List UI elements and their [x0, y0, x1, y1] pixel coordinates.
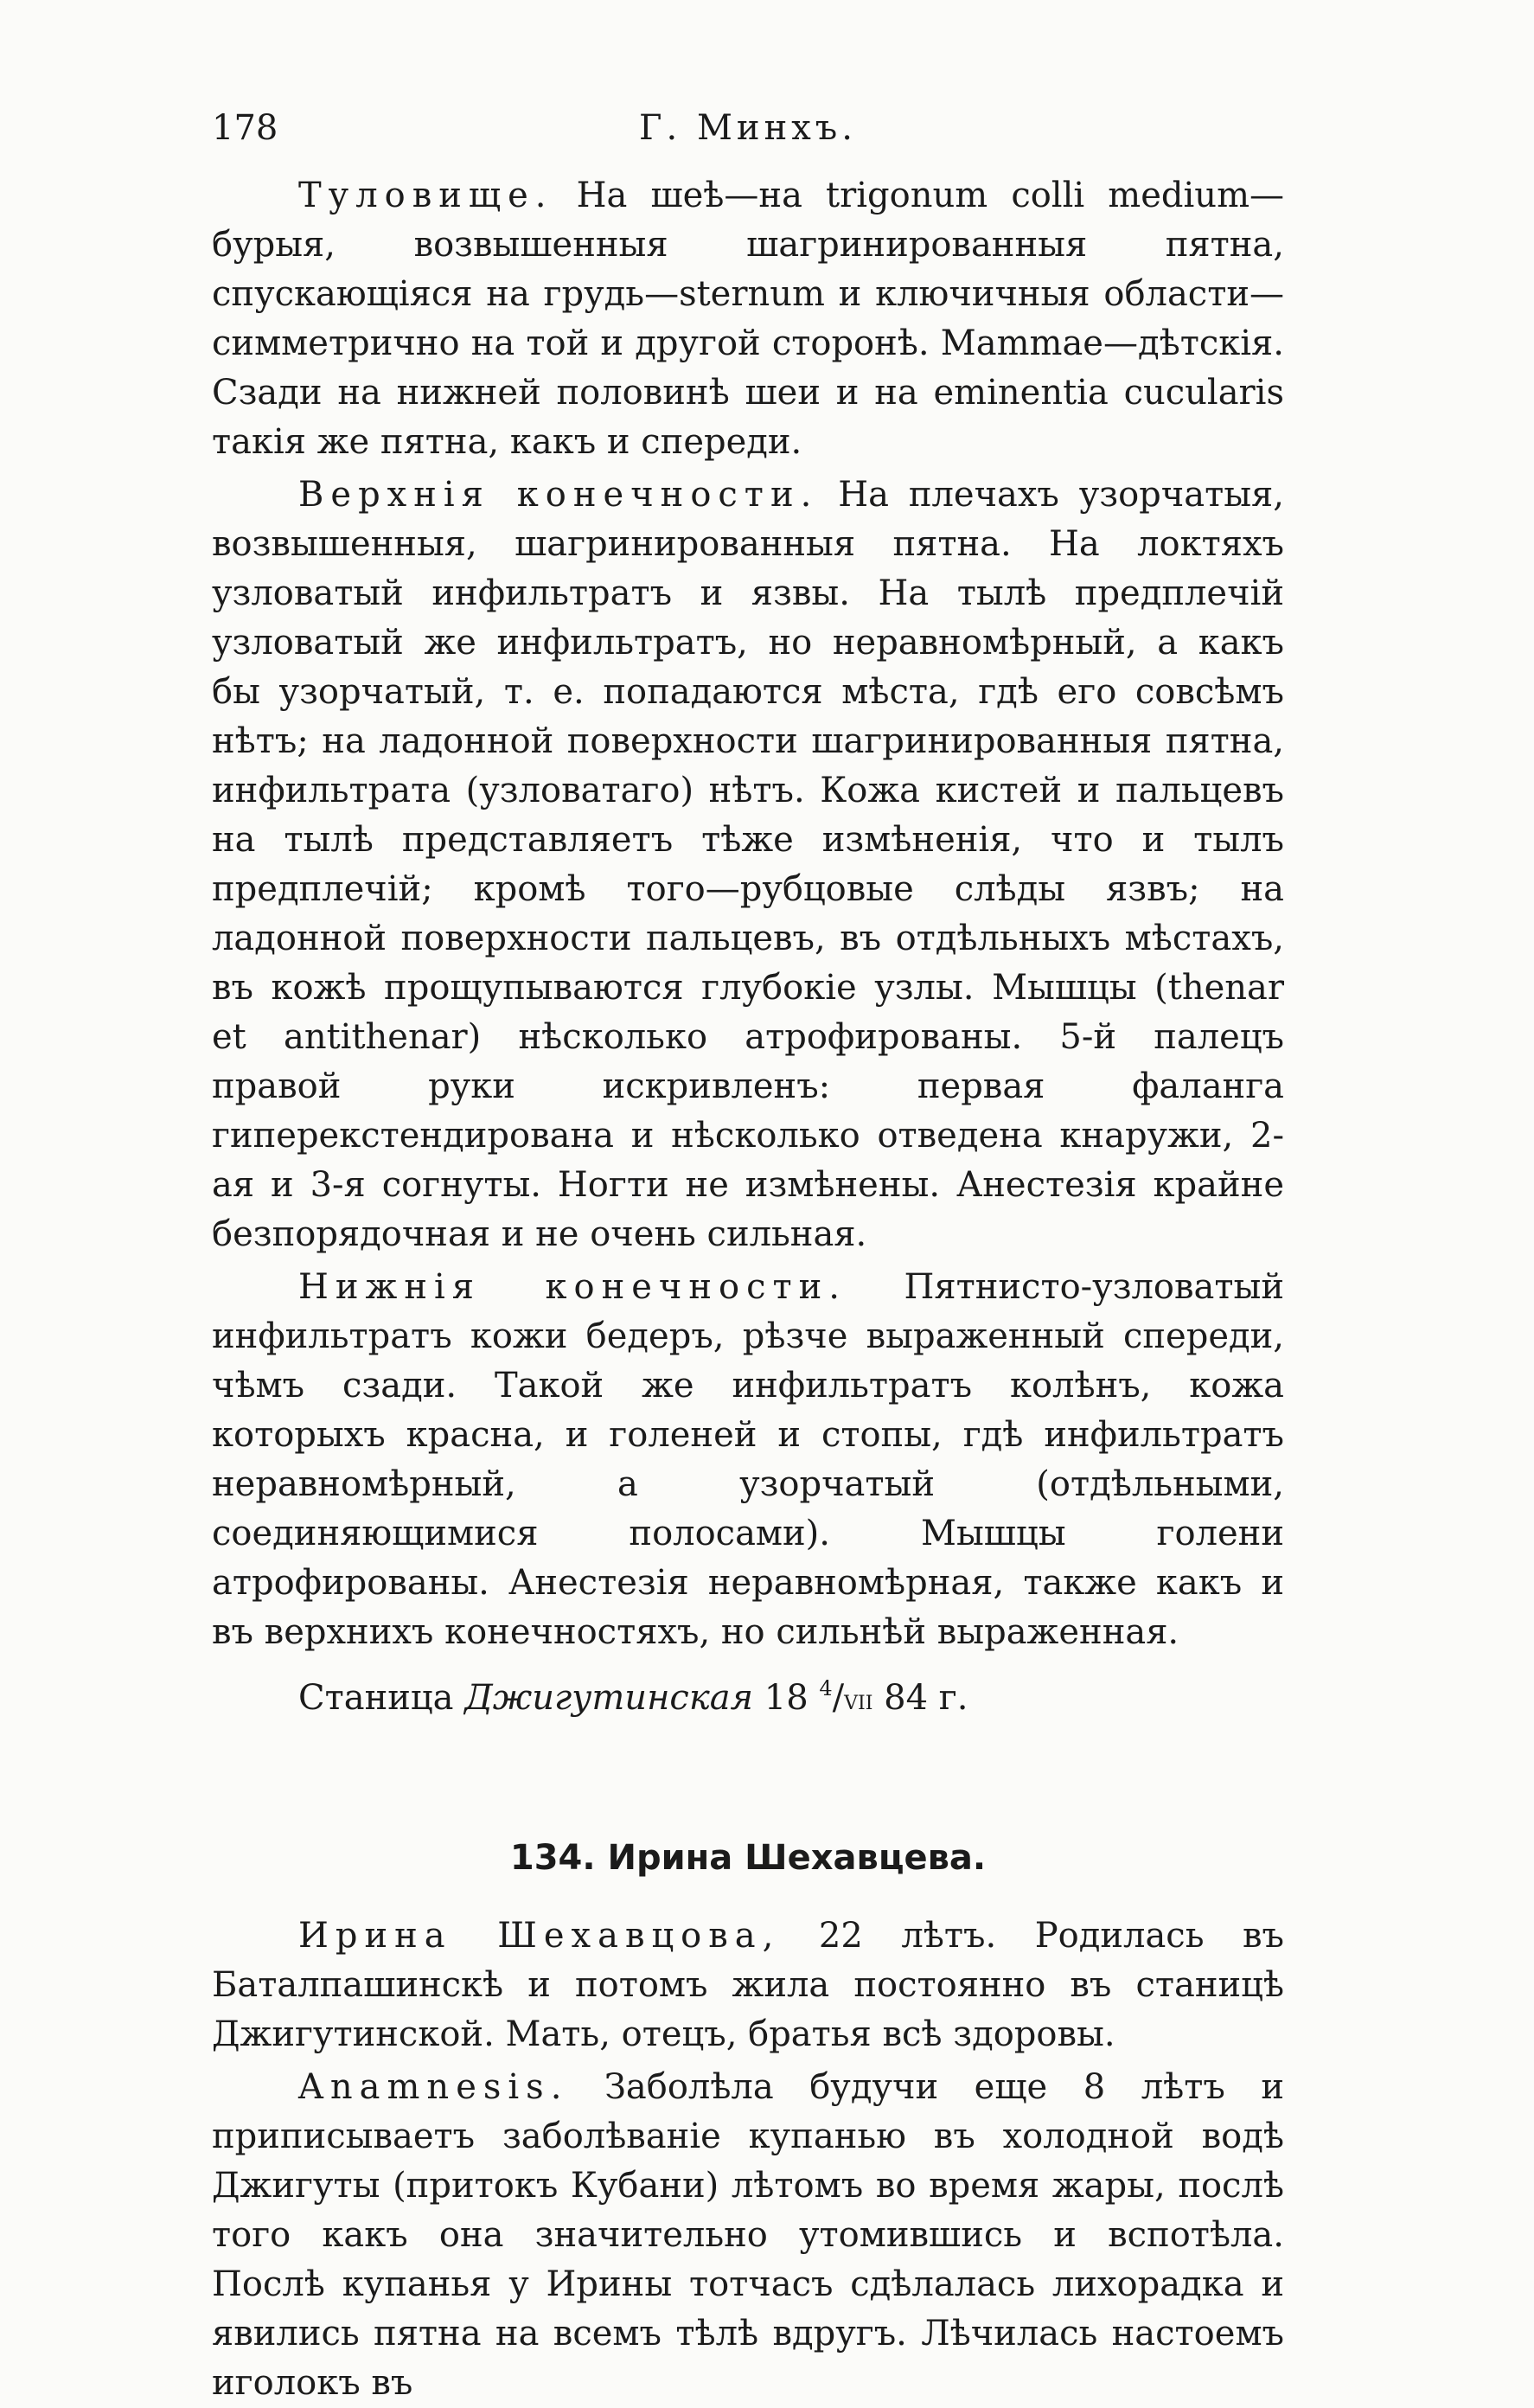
- paragraph-text: Заболѣла будучи еще 8 лѣтъ и приписываетъ заболѣваніе купанью въ холодной водѣ Джигуты (притокъ Кубани) лѣтомъ во время жары, послѣ того какъ она значительно утомившись и вспотѣла. Послѣ купанья у Ирины тотчасъ сдѣлалась лихорадка и явились пятна на всемъ тѣлѣ вдругъ. Лѣчилась настоемъ иголокъ въ: [212, 2067, 1285, 2403]
- page-body: [212, 171, 1284, 2408]
- paragraph-label: Anamnesis.: [298, 2067, 569, 2107]
- page-header: [212, 102, 1284, 154]
- signature-date-year: 84 г.: [884, 1678, 968, 1718]
- paragraph-text: На плечахъ узорчатыя, возвышенныя, шагринированныя пятна. На локтяхъ узловатый инфильтратъ и язвы. На тылѣ предплечій узловатый же инфильтратъ, но неравномѣрный, а какъ бы узорчатый, т. е. попадаются мѣста, гдѣ его совсѣмъ нѣтъ; на ладонной поверхности шагринированныя пятна, инфильтрата (узловатаго) нѣтъ. Кожа кистей и пальцевъ на тылѣ представляетъ тѣже измѣненія, что и тылъ предплечій; кромѣ того—рубцовые слѣды язвъ; на ладонной поверхности пальцевъ, въ отдѣльныхъ мѣстахъ, въ кожѣ прощупываются глубокіе узлы. Мышцы (thenar et antithenar) нѣсколько атрофированы. 5-й палецъ правой руки искривленъ: первая фаланга гиперекстендирована и нѣсколько отведена кнаружи, 2-ая и 3-я согнуты. Ногти не измѣнены. Анестезія крайне безпорядочная и не очень сильная.: [212, 475, 1284, 1254]
- paragraph-patient-intro: [212, 1912, 1284, 2059]
- running-head: Г. Минхъ.: [639, 108, 857, 148]
- paragraph-label: Верхнія конечности.: [298, 475, 819, 515]
- signature-date-fraction-num: 4: [819, 1676, 833, 1700]
- signature-prefix: Станица: [298, 1678, 454, 1718]
- paragraph-upper-limbs: [212, 471, 1284, 1259]
- paragraph-lower-limbs: [212, 1263, 1284, 1657]
- paragraph-torso: [212, 171, 1284, 467]
- paragraph-text: 22 лѣтъ. Родилась въ Баталпашинскѣ и потомъ жила постоянно въ станицѣ Джигутинской. Мать, отецъ, братья всѣ здоровы.: [212, 1916, 1284, 2054]
- signature-date-fraction-month: VII: [844, 1693, 873, 1714]
- paragraph-text: На шеѣ—на trigonum colli medium—бурыя, возвышенныя шагринированныя пятна, спускающіяся на грудь—sternum и ключичныя области—симметрично на той и другой сторонѣ. Mammae—дѣтскія. Сзади на нижней половинѣ шеи и на eminentia cucularis такія же пятна, какъ и спереди.: [212, 176, 1284, 462]
- paragraph-anamnesis: [212, 2063, 1284, 2408]
- case-title: 134. Ирина Шехавцева.: [509, 1838, 987, 1878]
- paragraph-label: Ирина Шехавцова,: [298, 1916, 781, 1956]
- paragraph-label: Нижнія конечности.: [298, 1267, 847, 1307]
- signature-line: Станица Джигутинская 18 $^4$/VII 84 г.: [298, 1676, 968, 1718]
- page-number: 178: [212, 108, 278, 148]
- signature-place: Джигутинская: [464, 1678, 754, 1718]
- signature-date-day: 18: [764, 1678, 809, 1718]
- paragraph-text: Пятнисто-узловатый инфильтратъ кожи бедеръ, рѣзче выраженный спереди, чѣмъ сзади. Такой же инфильтратъ колѣнъ, кожа которыхъ красна, и голеней и стопы, гдѣ инфильтратъ неравномѣрный, а узорчатый (отдѣльными, соединяющимися полосами). Мышцы голени атрофированы. Анестезія неравномѣрная, также какъ и въ верхнихъ конечностяхъ, но сильнѣй выраженная.: [212, 1267, 1284, 1652]
- paragraph-label: Туловище.: [298, 176, 553, 215]
